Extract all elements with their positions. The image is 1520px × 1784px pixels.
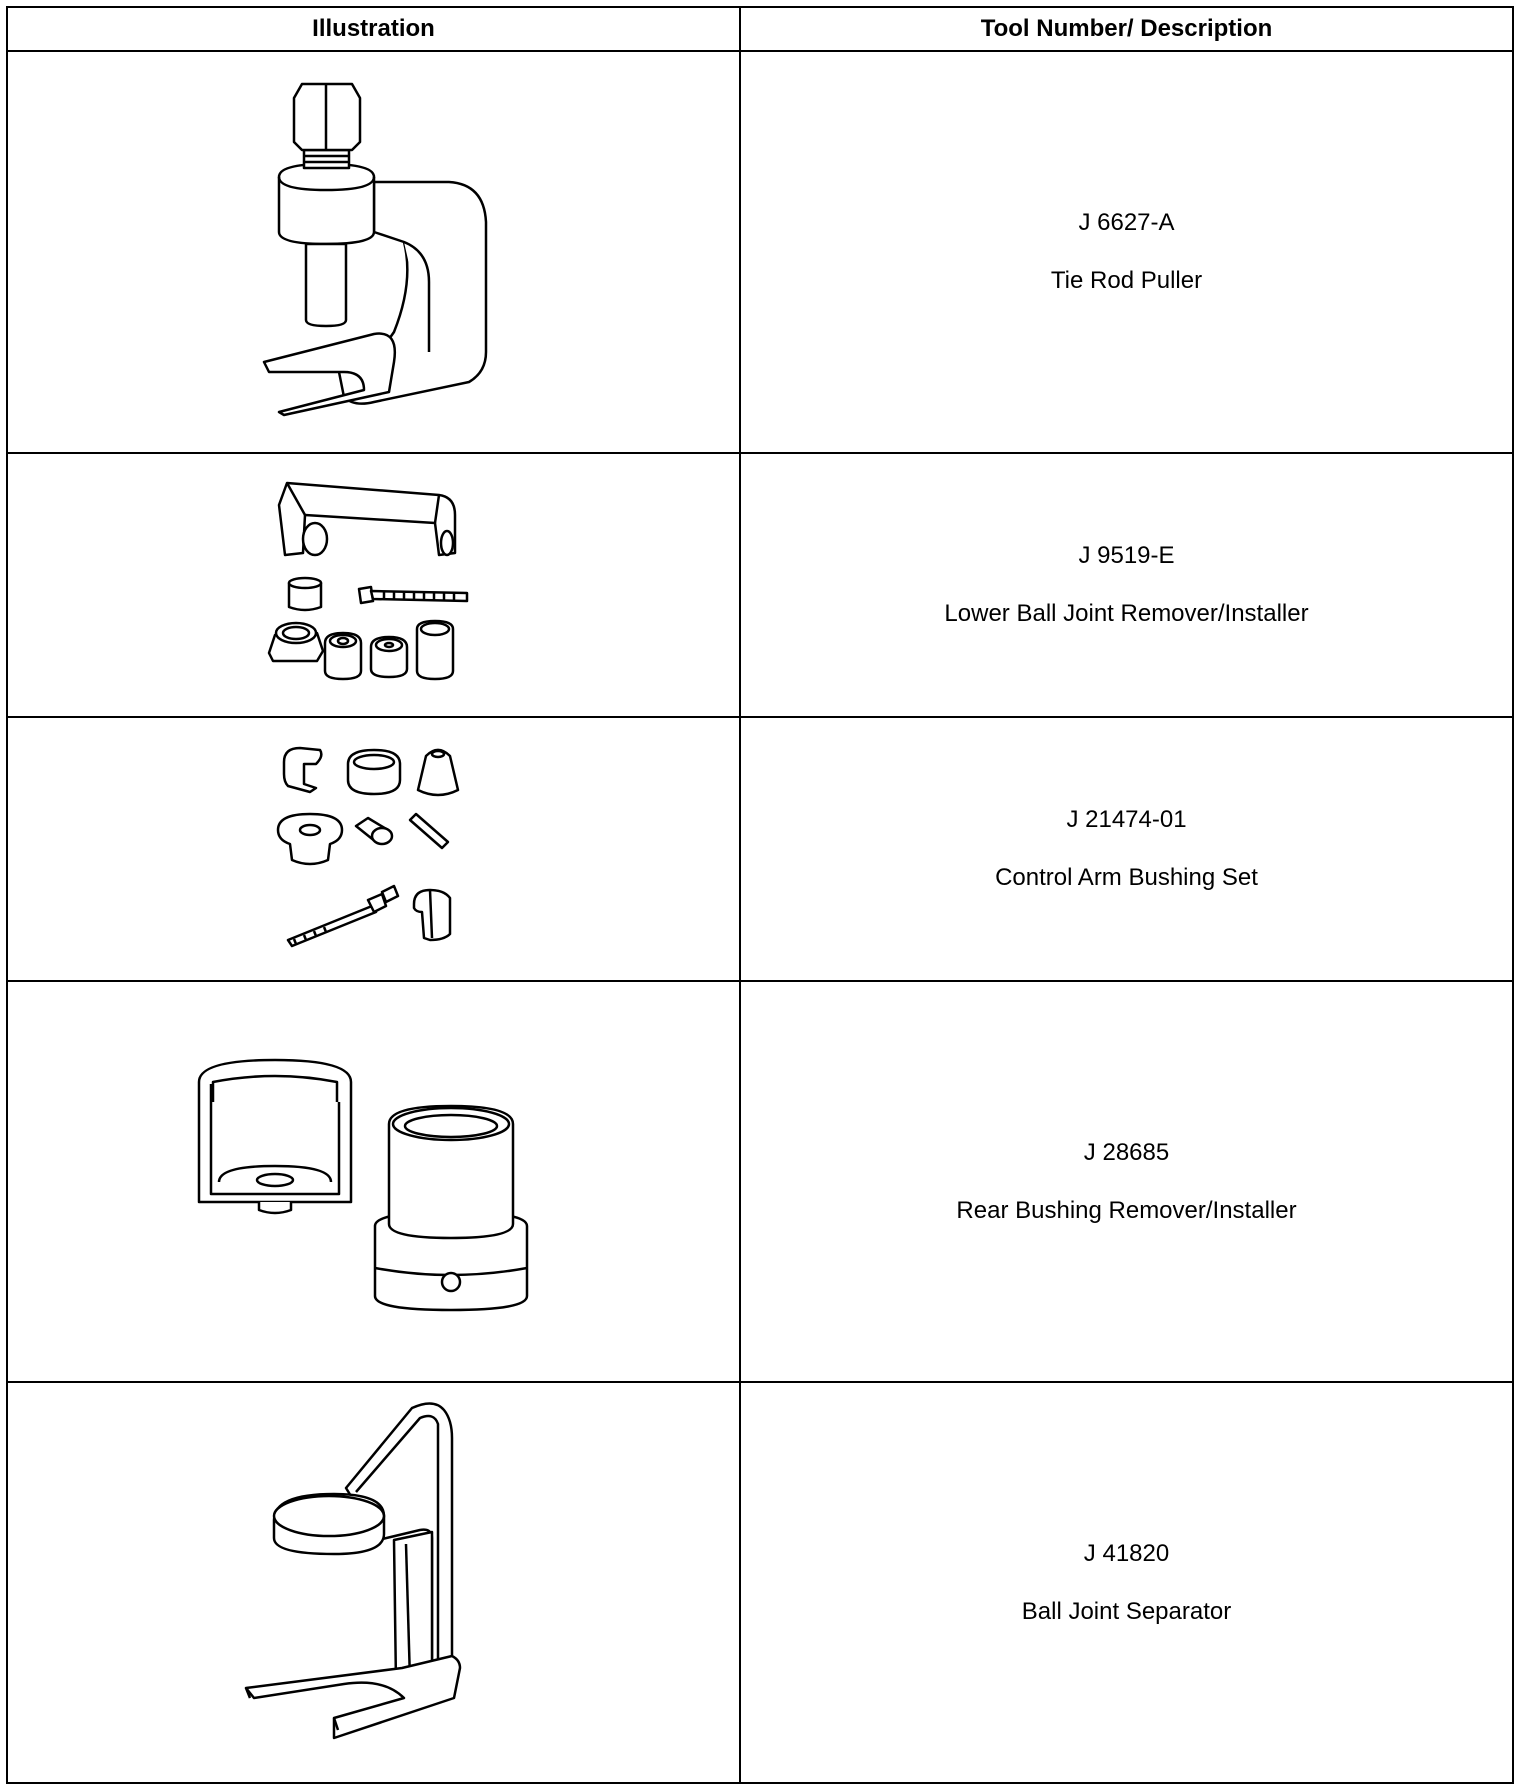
tool-number: J 41820 xyxy=(1083,1539,1170,1567)
illustration-cell xyxy=(7,51,740,453)
table-row xyxy=(7,51,1513,453)
tool-description-cell xyxy=(740,981,1513,1382)
tool-number: J 28685 xyxy=(1083,1138,1170,1166)
tie-rod-puller-icon xyxy=(224,72,524,432)
illustration-cell xyxy=(7,981,740,1382)
tool-name: Control Arm Bushing Set xyxy=(995,864,1258,891)
table-row xyxy=(7,717,1513,981)
header-illustration: Illustration xyxy=(7,7,740,51)
tool-name: Ball Joint Separator xyxy=(1021,1597,1232,1625)
tool-number: J 6627-A xyxy=(1078,209,1175,236)
tool-description-cell xyxy=(740,717,1513,981)
rear-bushing-tool-icon xyxy=(189,1042,559,1322)
tool-description-cell xyxy=(740,51,1513,453)
tool-number: J 9519-E xyxy=(1078,542,1175,569)
ball-joint-kit-icon xyxy=(259,475,489,695)
tool-number: J 21474-01 xyxy=(1066,806,1187,833)
tool-description-cell xyxy=(740,453,1513,717)
table-row xyxy=(7,453,1513,717)
illustration-cell xyxy=(7,1382,740,1783)
tool-name: Rear Bushing Remover/Installer xyxy=(956,1196,1297,1224)
table-row xyxy=(7,981,1513,1382)
table-header-row xyxy=(7,7,1513,51)
tool-description-cell xyxy=(740,1382,1513,1783)
illustration-cell xyxy=(7,453,740,717)
bushing-set-icon xyxy=(264,734,484,964)
special-tools-table xyxy=(6,6,1514,1784)
tool-name: Lower Ball Joint Remover/Installer xyxy=(944,600,1309,627)
header-tool-number-description: Tool Number/ Description xyxy=(740,7,1513,51)
illustration-cell xyxy=(7,717,740,981)
table-row xyxy=(7,1382,1513,1783)
ball-joint-separator-icon xyxy=(234,1398,514,1768)
tool-name: Tie Rod Puller xyxy=(1050,267,1203,294)
